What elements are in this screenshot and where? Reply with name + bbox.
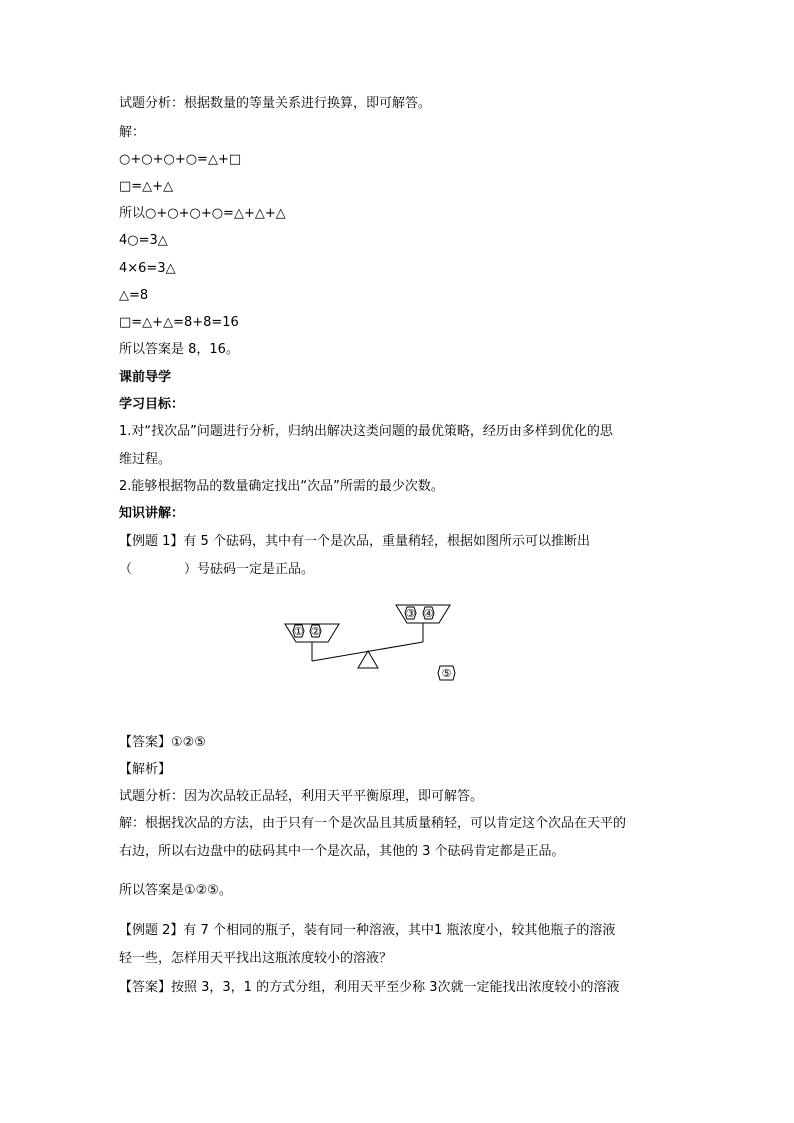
weight-3-label: ③ [405,607,416,620]
equation-7: □=△+△=8+8=16 [119,315,239,330]
section-heading-knowledge: 知识讲解： [119,506,185,521]
solution-label-1: 解： [119,125,146,140]
equation-4: 4○=3△ [119,233,168,248]
example-1-line-2: （ ）号砝码一定是正品。 [119,562,315,577]
example-2-line-2: 轻一些，怎样用天平找出这瓶浓度较小的溶液？ [119,951,393,966]
example-1-analysis-label: 【解析】 [119,762,172,777]
equation-3: 所以○+○+○+○=△+△+△ [119,206,286,221]
fulcrum-triangle [358,651,378,668]
equation-1: ○+○+○+○=△+□ [119,152,242,167]
solution-line-2: 右边，所以右边盘中的砝码其中一个是次品，其他的 3 个砝码肯定都是正品。 [119,844,565,859]
weight-5-label: ⑤ [441,667,452,680]
goal-2: 2.能够根据物品的数量确定找出“次品”所需的最少次数。 [119,479,444,494]
equation-2: □=△+△ [119,179,174,194]
balance-scale-figure [280,598,470,690]
section-heading-preview: 课前导学 [119,370,172,385]
example-1-line-1: 【例题 1】有 5 个砝码，其中有一个是次品，重量稍轻，根据如图所示可以推断出 [119,534,590,549]
goal-1-line-2: 维过程。 [119,452,172,467]
solution-line-1: 解：根据找次品的方法，由于只有一个是次品且其质量稍轻，可以肯定这个次品在天平的 [119,816,627,831]
analysis-text-1: 试题分析：根据数量的等量关系进行换算，即可解答。 [119,96,432,111]
example-2-answer: 【答案】按照 3，3，1 的方式分组，利用天平至少称 3次就一定能找出浓度较小的溶液 [119,980,620,995]
equation-5: 4×6=3△ [119,261,176,276]
goal-1-line-1: 1.对“找次品”问题进行分析，归纳出解决这类问题的最优策略，经历由多样到优化的思 [119,424,613,439]
weight-2-label: ② [310,625,321,638]
weight-4-label: ④ [423,607,434,620]
example-1-answer: 【答案】①②⑤ [119,735,206,750]
weight-1-label: ① [293,625,304,638]
equation-6: △=8 [119,288,149,303]
answer-text-1: 所以答案是 8，16。 [119,342,239,357]
answer-text-2: 所以答案是①②⑤。 [119,883,232,898]
example-2-line-1: 【例题 2】有 7 个相同的瓶子，装有同一种溶液，其中1 瓶浓度小，较其他瓶子的溶液 [119,923,616,938]
analysis-text-2: 试题分析：因为次品较正品轻，利用天平平衡原理，即可解答。 [119,789,484,804]
section-heading-goals: 学习目标： [119,397,185,412]
